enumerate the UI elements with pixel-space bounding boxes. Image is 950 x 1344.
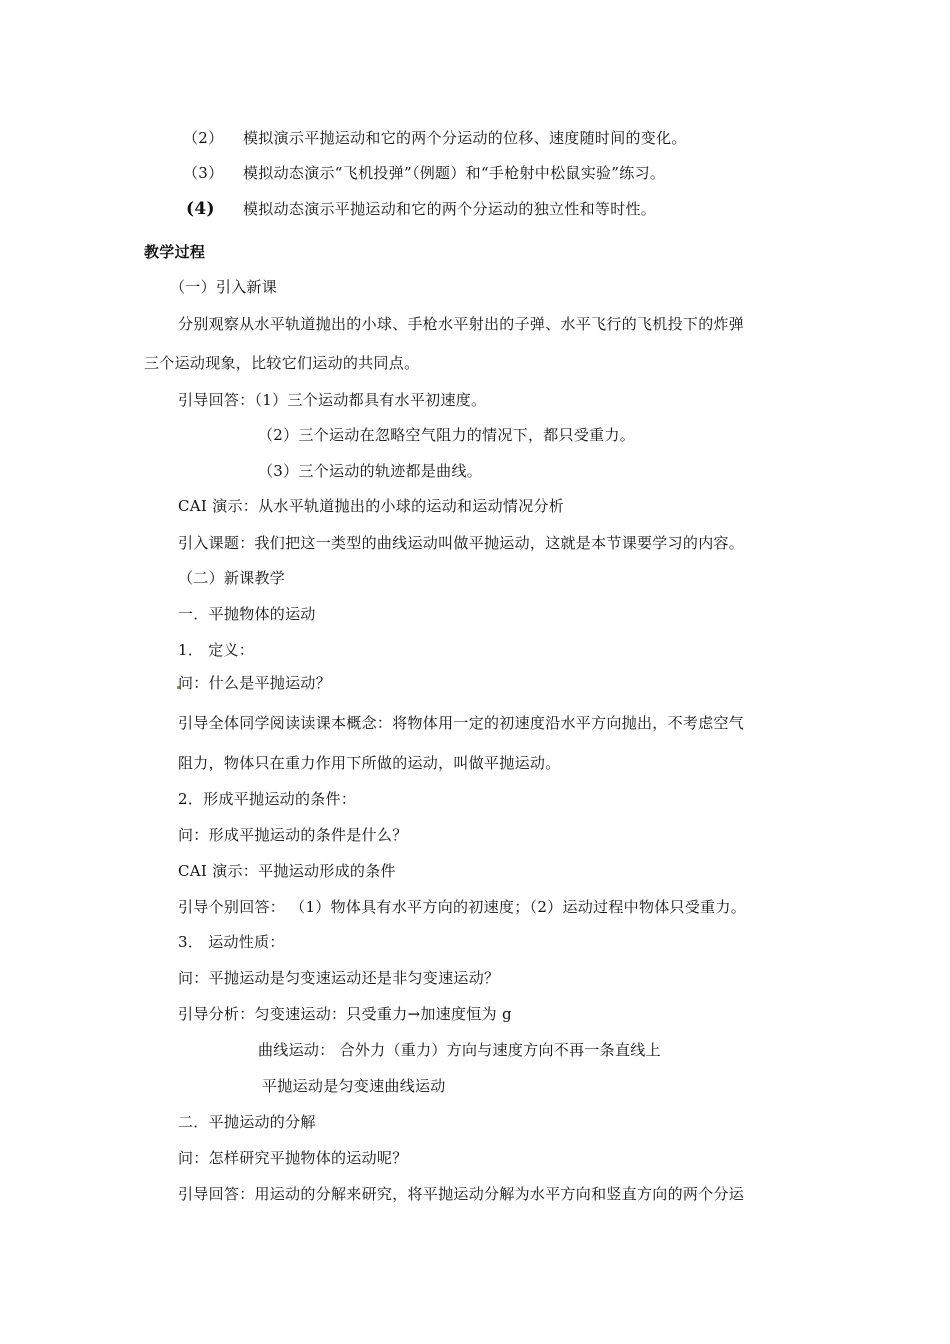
section-heading: 教学过程	[144, 243, 206, 261]
objective-item	[186, 199, 656, 219]
paragraph: 引导回答：（1）三个运动都具有水平初速度。	[178, 391, 487, 409]
paragraph: 引导个别回答： （1）物体具有水平方向的初速度；（2）运动过程中物体只受重力。	[178, 898, 747, 916]
objective-number: （3）	[183, 164, 224, 182]
paragraph: 问：怎样研究平抛物体的运动呢？	[178, 1149, 408, 1167]
paragraph: 引导分析：匀变速运动：只受重力→加速度恒为 g	[178, 1005, 512, 1023]
paragraph: 阻力，物体只在重力作用下所做的运动，叫做平抛运动。	[178, 754, 561, 772]
objective-text: 模拟演示平抛运动和它的两个分运动的位移、速度随时间的变化。	[243, 129, 687, 147]
objective-number: （2）	[183, 129, 224, 147]
paragraph: 三个运动现象，比较它们运动的共同点。	[144, 354, 420, 372]
paragraph: 问：形成平抛运动的条件是什么？	[178, 826, 408, 844]
item-title: 3． 运动性质：	[178, 933, 285, 951]
part-title: 二．平抛运动的分解	[178, 1113, 316, 1131]
item-title: 1． 定义：	[178, 641, 255, 659]
paragraph: CAI 演示：从水平轨道抛出的小球的运动和运动情况分析	[178, 497, 565, 515]
paragraph: 分别观察从水平轨道抛出的小球、手枪水平射出的子弹、水平飞行的飞机投下的炸弹	[178, 315, 745, 333]
paragraph: 平抛运动是匀变速曲线运动	[262, 1077, 446, 1095]
objective-item	[183, 128, 687, 148]
subsection-title: （二）新课教学	[178, 569, 286, 587]
paragraph: 曲线运动： 合外力（重力）方向与速度方向不再一条直线上	[258, 1041, 661, 1059]
paragraph: 引入课题：我们把这一类型的曲线运动叫做平抛运动，这就是本节课要学习的内容。	[178, 534, 745, 552]
part-title: 一．平抛物体的运动	[178, 605, 316, 623]
objective-item	[183, 163, 665, 183]
paragraph: （3）三个运动的轨迹都是曲线。	[258, 462, 483, 480]
objective-text: 模拟动态演示“飞机投弹”（例题）和“手枪射中松鼠实验”练习。	[243, 164, 666, 182]
paragraph: 引导回答：用运动的分解来研究，将平抛运动分解为水平方向和竖直方向的两个分运	[178, 1185, 745, 1203]
objective-number: (4)	[186, 199, 215, 219]
objective-text: 模拟动态演示平抛运动和它的两个分运动的独立性和等时性。	[243, 200, 657, 218]
paragraph: 引导全体同学阅读读课本概念：将物体用一定的初速度沿水平方向抛出，不考虑空气	[178, 714, 745, 732]
subsection-title: （一）引入新课	[170, 278, 278, 296]
paragraph: 问：什么是平抛运动？	[178, 674, 332, 692]
paragraph: （2）三个运动在忽略空气阻力的情况下，都只受重力。	[258, 426, 636, 444]
paragraph: CAI 演示：平抛运动形成的条件	[178, 862, 396, 880]
paragraph: 问：平抛运动是匀变速运动还是非匀变速运动？	[178, 969, 500, 987]
item-title: 2．形成平抛运动的条件：	[178, 790, 357, 808]
